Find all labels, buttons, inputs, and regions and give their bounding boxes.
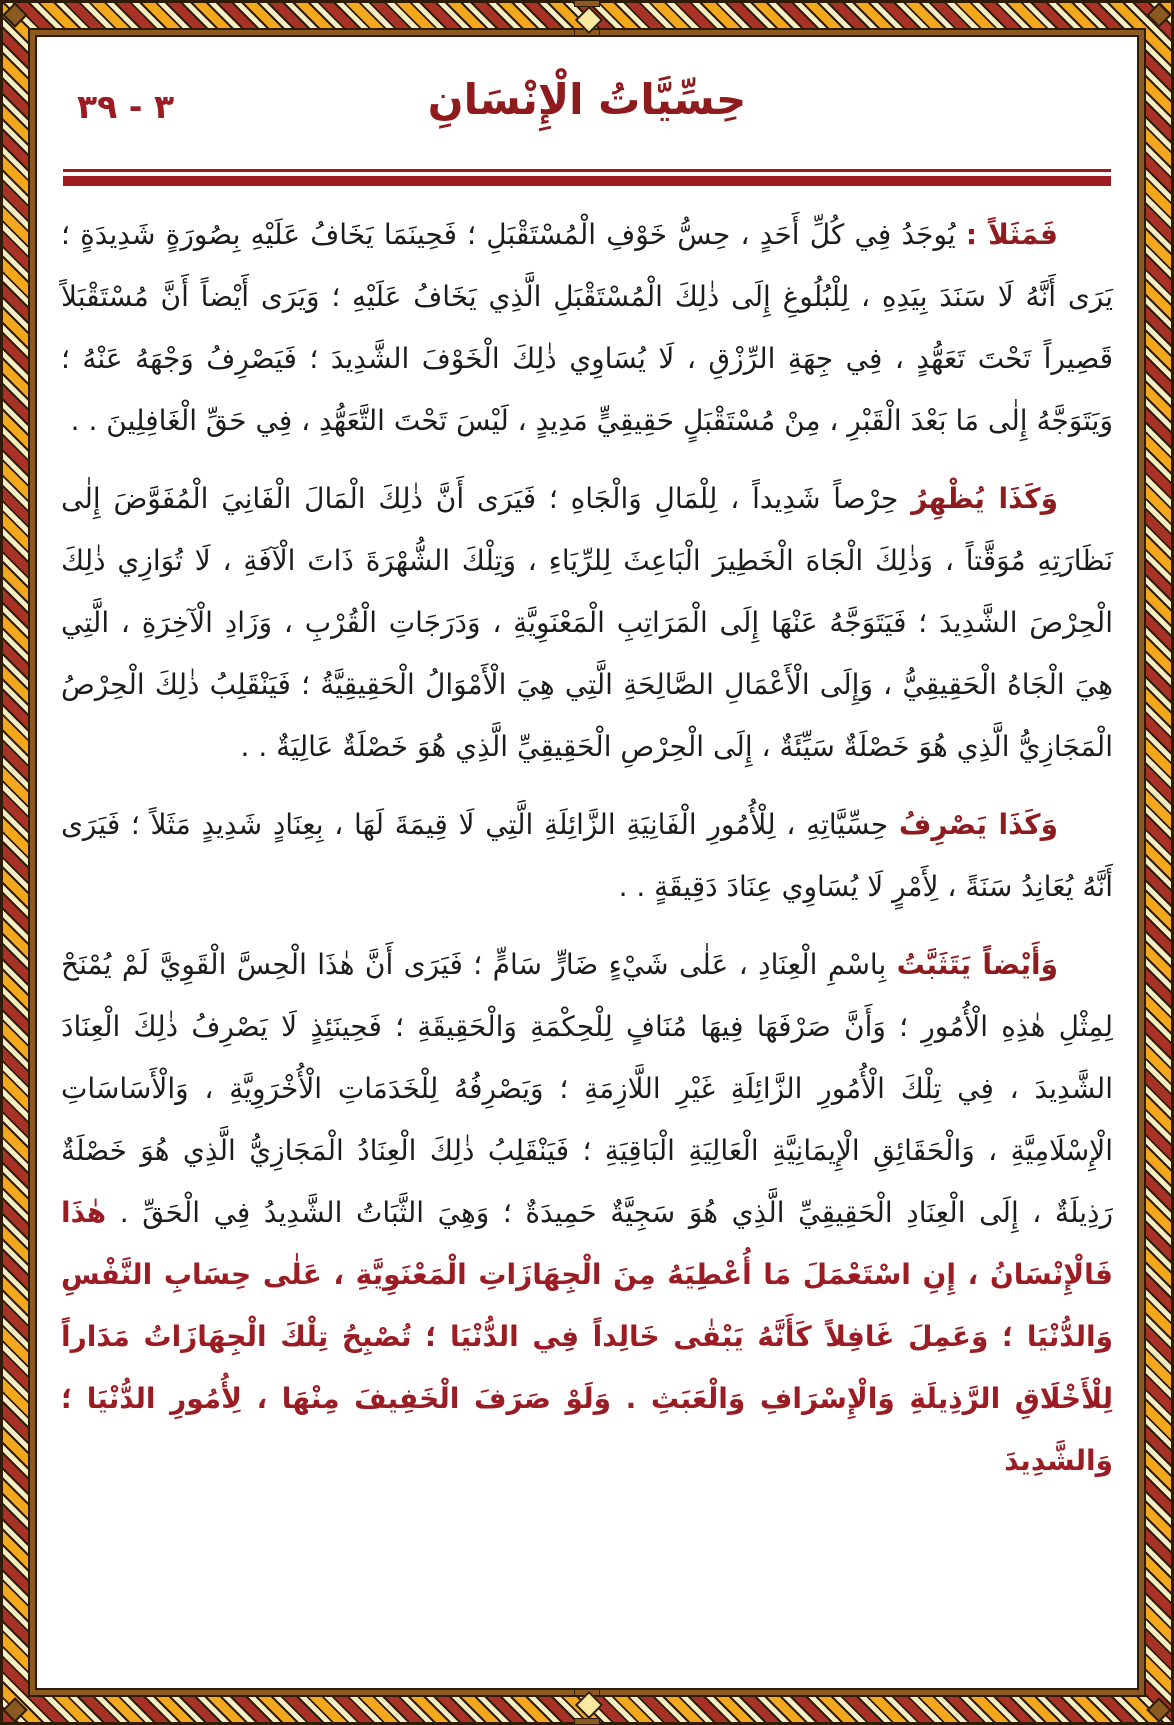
- paragraph-lead: وَكَذَا يُظْهِرُ: [911, 482, 1058, 515]
- paragraph-lead: وَكَذَا يَصْرِفُ: [898, 808, 1058, 841]
- paragraph-body: حِرْصاً شَدِيداً ، لِلْمَالِ وَالْجَاهِ ؛ فَيَرَى أَنَّ ذٰلِكَ الْمَالَ الْفَانِيَ الْمُفَوَّضَ إِلٰى نَظَارَتِهِ مُوَقَّتاً ، وَذٰلِكَ الْجَاهَ الْخَطِيرَ الْبَاعِثَ لِلرِّيَاءِ ، وَتِلْكَ الشُّهْرَةَ ذَاتَ الْآفَةِ ، لَا تُوَازِي ذٰلِكَ الْحِرْصَ الشَّدِيدَ ؛ فَيَتَوَجَّهُ عَنْهَا إِلَى الْمَرَاتِبِ الْمَعْنَوِيَّةِ ، وَدَرَجَاتِ الْقُرْبِ ، وَزَادِ الْآخِرَةِ ، الَّتِي هِيَ الْجَاهُ الْحَقِيقِيُّ ، وَإِلَى الْأَعْمَالِ الصَّالِحَةِ الَّتِي هِيَ الْأَمْوَالُ الْحَقِيقِيَّةُ ؛ فَيَنْقَلِبُ ذٰلِكَ الْحِرْصُ الْمَجَازِيُّ الَّذِي هُوَ خَصْلَةٌ سَيِّئَةٌ ، إِلَى الْحِرْصِ الْحَقِيقِيِّ الَّذِي هُوَ خَصْلَةٌ عَالِيَةٌ . .: [61, 482, 1113, 763]
- page-title: حِسِّيَّاتُ الْإِنْسَانِ: [427, 75, 747, 124]
- paragraph-lead: فَمَثَلاً :: [965, 218, 1058, 251]
- paragraph-body: حِسِّيَّاتِهِ ، لِلْأُمُورِ الْفَانِيَةِ الزَّائِلَةِ الَّتِي لَا قِيمَةَ لَهَا ، بِعِنَادٍ شَدِيدٍ مَثَلاً ؛ فَيَرَى أَنَّهُ يُعَانِدُ سَنَةً ، لِأَمْرٍ لَا يُسَاوِي عِنَادَ دَقِيقَةٍ . .: [61, 808, 1113, 903]
- bottom-center-tab-outer: [574, 1718, 600, 1725]
- paragraph-lead: وَأَيْضاً يَتَثَبَّتُ: [896, 948, 1058, 981]
- border-chain-pattern: [3, 3, 1171, 1722]
- paragraph: [61, 468, 1113, 778]
- page-number: ٣ - ٣٩: [77, 87, 175, 126]
- border-brown-band: [28, 28, 1146, 1697]
- paragraph-body: يُوجَدُ فِي كُلِّ أَحَدٍ ، حِسُّ خَوْفِ الْمُسْتَقْبَلِ ؛ فَحِينَمَا يَخَافُ عَلَيْهِ بِصُورَةٍ شَدِيدَةٍ ؛ يَرَى أَنَّهُ لَا سَنَدَ بِيَدِهِ ، لِلْبُلُوغِ إِلَى ذٰلِكَ الْمُسْتَقْبَلِ الَّذِي يَخَافُ عَلَيْهِ ؛ وَيَرَى أَيْضاً أَنَّ مُسْتَقْبَلاً قَصِيراً تَحْتَ تَعَهُّدٍ ، فِي جِهَةِ الرِّزْقِ ، لَا يُسَاوِي ذٰلِكَ الْخَوْفَ الشَّدِيدَ ؛ فَيَصْرِفُ وَجْهَهُ عَنْهُ ؛ وَيَتَوَجَّهُ إِلٰى مَا بَعْدَ الْقَبْرِ ، مِنْ مُسْتَقْبَلٍ حَقِيقِيٍّ مَدِيدٍ ، لَيْسَ تَحْتَ التَّعَهُّدِ ، فِي حَقِّ الْغَافِلِينَ . .: [61, 218, 1113, 437]
- title-divider: [63, 169, 1111, 186]
- paragraph: [61, 934, 1113, 1492]
- paragraph-body: بِاسْمِ الْعِنَادِ ، عَلٰى شَيْءٍ ضَارٍّ سَامٍّ ؛ فَيَرَى أَنَّ هٰذَا الْحِسَّ الْقَوِيَّ لَمْ يُمْنَحْ لِمِثْلِ هٰذِهِ الْأُمُورِ ؛ وَأَنَّ صَرْفَهَا فِيهَا مُنَافٍ لِلْحِكْمَةِ وَالْحَقِيقَةِ ؛ فَحِينَئِذٍ لَا يَصْرِفُ ذٰلِكَ الْعِنَادَ الشَّدِيدَ ، فِي تِلْكَ الْأُمُورِ الزَّائِلَةِ غَيْرِ اللَّازِمَةِ ؛ وَيَصْرِفُهُ لِلْخَدَمَاتِ الْأُخْرَوِيَّةِ ، وَالْأَسَاسَاتِ الْإِسْلَامِيَّةِ ، وَالْحَقَائِقِ الْإِيمَانِيَّةِ الْعَالِيَةِ الْبَاقِيَةِ ؛ فَيَنْقَلِبُ ذٰلِكَ الْعِنَادُ الْمَجَازِيُّ الَّذِي هُوَ خَصْلَةٌ رَذِيلَةٌ ، إِلَى الْعِنَادِ الْحَقِيقِيِّ الَّذِي هُوَ سَجِيَّةٌ حَمِيدَةٌ ؛ وَهِيَ الثَّبَاتُ الشَّدِيدُ فِي الْحَقِّ .: [61, 948, 1113, 1229]
- page-header: [61, 61, 1113, 157]
- paragraph: [61, 204, 1113, 452]
- paragraph: [61, 794, 1113, 918]
- page-inner-area: [35, 35, 1139, 1690]
- body-text: [61, 204, 1113, 1492]
- page-content: [37, 37, 1137, 1492]
- paragraph-red-continuation: هٰذَا فَالْإِنْسَانُ ، إِنِ اسْتَعْمَلَ مَا أُعْطِيَهُ مِنَ الْجِهَازَاتِ الْمَعْنَوِيَّةِ ، عَلٰى حِسَابِ النَّفْسِ وَالدُّنْيَا ؛ وَعَمِلَ غَافِلاً كَأَنَّهُ يَبْقٰى خَالِداً فِي الدُّنْيَا ؛ تُصْبِحُ تِلْكَ الْجِهَازَاتُ مَدَاراً لِلْأَخْلَاقِ الرَّذِيلَةِ وَالْإِسْرَافِ وَالْعَبَثِ . وَلَوْ صَرَفَ الْخَفِيفَ مِنْهَا ، لِأُمُورِ الدُّنْيَا ؛ وَالشَّدِيدَ: [61, 1196, 1113, 1477]
